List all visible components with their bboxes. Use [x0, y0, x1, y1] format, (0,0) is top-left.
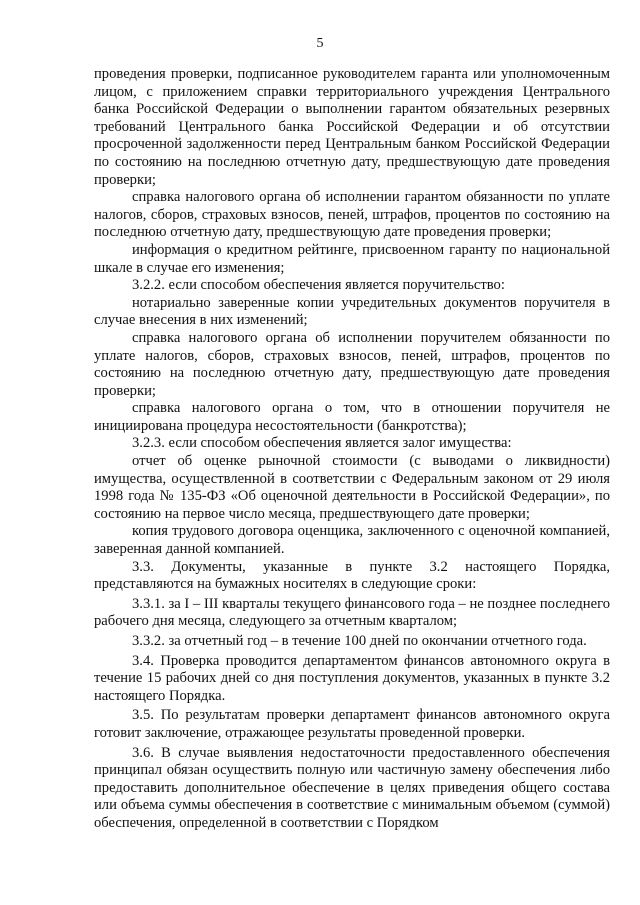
paragraph: 3.3.1. за I – III кварталы текущего финансового года – не позднее последнего рабочего дня месяца, следующего за отчетным кварталом; [94, 595, 610, 630]
paragraph: 3.6. В случае выявления недостаточности предоставленного обеспечения принципал обязан осуществить полную или частичную замену обеспечения либо предоставить дополнительное обеспечение в целях приведения общего состава или объема суммы обеспечения в соответствие с минимальным объемом (суммой) обеспечения, определенной в соответствии с Порядком [94, 744, 610, 831]
paragraph: 3.3. Документы, указанные в пункте 3.2 настоящего Порядка, представляются на бумажных носителях в следующие сроки: [94, 558, 610, 593]
document-body [94, 66, 610, 833]
paragraph: 3.4. Проверка проводится департаментом финансов автономного округа в течение 15 рабочих дней со дня поступления документов, указанных в пункте 3.2 настоящего Порядка. [94, 652, 610, 704]
paragraph: справка налогового органа о том, что в отношении поручителя не инициирована процедура несостоятельности (банкротства); [94, 400, 610, 434]
paragraph: 3.2.3. если способом обеспечения является залог имущества: [132, 435, 512, 452]
paragraph: 3.5. По результатам проверки департамент финансов автономного округа готовит заключение, отражающее результаты проведенной проверки. [94, 707, 610, 741]
paragraph: справка налогового органа об исполнении гарантом обязанности по уплате налогов, сборов, страховых взносов, пеней, штрафов, процентов по состоянию на последнюю отчетную дату, предшествующую дате проведения проверки; [94, 189, 610, 241]
paragraph: копия трудового договора оценщика, заключенного с оценочной компанией, заверенная данной компанией. [94, 523, 610, 558]
paragraph: нотариально заверенные копии учредительных документов поручителя в случае внесения в них изменений; [94, 294, 610, 329]
paragraph: справка налогового органа об исполнении поручителем обязанности по уплате налогов, сборов, страховых взносов, пеней, штрафов, процентов по состоянию на последнюю отчетную дату, предшествующую дате проведения проверки; [94, 329, 610, 399]
paragraph: 3.2.2. если способом обеспечения является поручительство: [132, 277, 505, 294]
paragraph: проведения проверки, подписанное руководителем гаранта или уполномоченным лицом, с приложением справки территориального учреждения Центрального банка Российской Федерации о выполнении гарантом обязательных резервных требований Центрального банка Российской Федерации и об отсутствии просроченной задолженности перед Центральным банком Российской Федерации по состоянию на последнюю отчетную дату, предшествующую дате проведения проверки; [94, 66, 610, 188]
paragraph: информация о кредитном рейтинге, присвоенном гаранту по национальной шкале в случае его изменения; [94, 241, 610, 276]
page-number: 5 [316, 36, 324, 51]
paragraph: отчет об оценке рыночной стоимости (с выводами о ликвидности) имущества, осуществленной в соответствии с Федеральным законом от 29 июля 1998 года № 135-ФЗ «Об оценочной деятельности в Российской Федерации», по состоянию на первое число месяца, предшествующего дате проверки; [94, 453, 610, 522]
paragraph: 3.3.2. за отчетный год – в течение 100 дней по окончании отчетного года. [132, 633, 587, 649]
